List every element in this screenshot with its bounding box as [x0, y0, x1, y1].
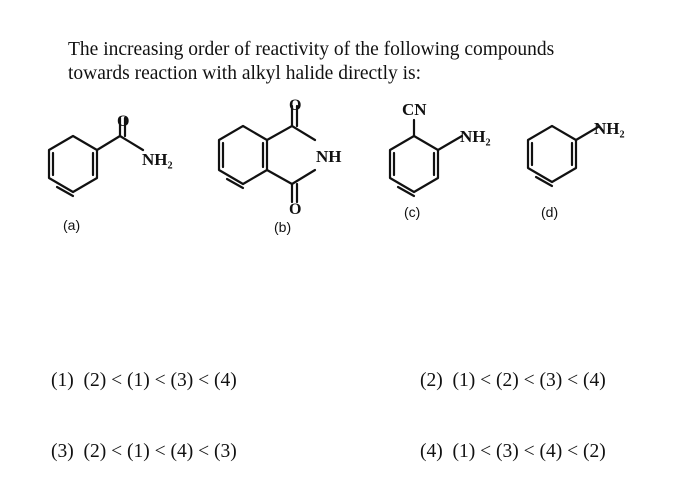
option-2-number: (2): [420, 370, 443, 391]
compound-b: [219, 97, 342, 235]
amine-group-c: NH₂: [460, 127, 491, 146]
option-3[interactable]: [51, 441, 237, 463]
option-4-number: (4): [420, 441, 443, 462]
benzene-ring-d: [528, 126, 576, 186]
benzene-ring-c: [390, 136, 438, 196]
option-2[interactable]: [420, 370, 606, 392]
benzene-ring-a: [49, 136, 97, 196]
option-2-text: (1) < (2) < (3) < (4): [452, 370, 606, 391]
option-1[interactable]: [51, 370, 237, 392]
benzene-ring-b: [219, 126, 267, 188]
option-3-text: (2) < (1) < (4) < (3): [83, 441, 237, 462]
amine-group-d: NH₂: [594, 119, 625, 138]
question-line-1: The increasing order of reactivity of the following compounds: [68, 39, 555, 60]
compound-c: [390, 100, 491, 220]
label-b: (b): [274, 219, 292, 235]
option-4-text: (1) < (3) < (4) < (2): [452, 441, 606, 462]
nitrile-group-c: CN: [402, 100, 427, 119]
oxygen-atom-a: O: [117, 113, 130, 130]
option-3-number: (3): [51, 441, 74, 462]
compound-a: [49, 113, 173, 233]
label-c: (c): [404, 204, 421, 220]
label-d: (d): [541, 204, 559, 220]
oxygen-atom-b-bottom: O: [289, 201, 302, 218]
compound-d: [528, 119, 625, 220]
option-1-number: (1): [51, 370, 74, 391]
option-1-text: (2) < (1) < (3) < (4): [83, 370, 237, 391]
imide-group-b: NH: [316, 147, 342, 166]
label-a: (a): [63, 217, 81, 233]
amide-group-a: NH₂: [142, 150, 173, 169]
oxygen-atom-b-top: O: [289, 97, 302, 114]
question-line-2: towards reaction with alkyl halide directly is:: [68, 63, 422, 84]
option-4[interactable]: [420, 441, 606, 463]
